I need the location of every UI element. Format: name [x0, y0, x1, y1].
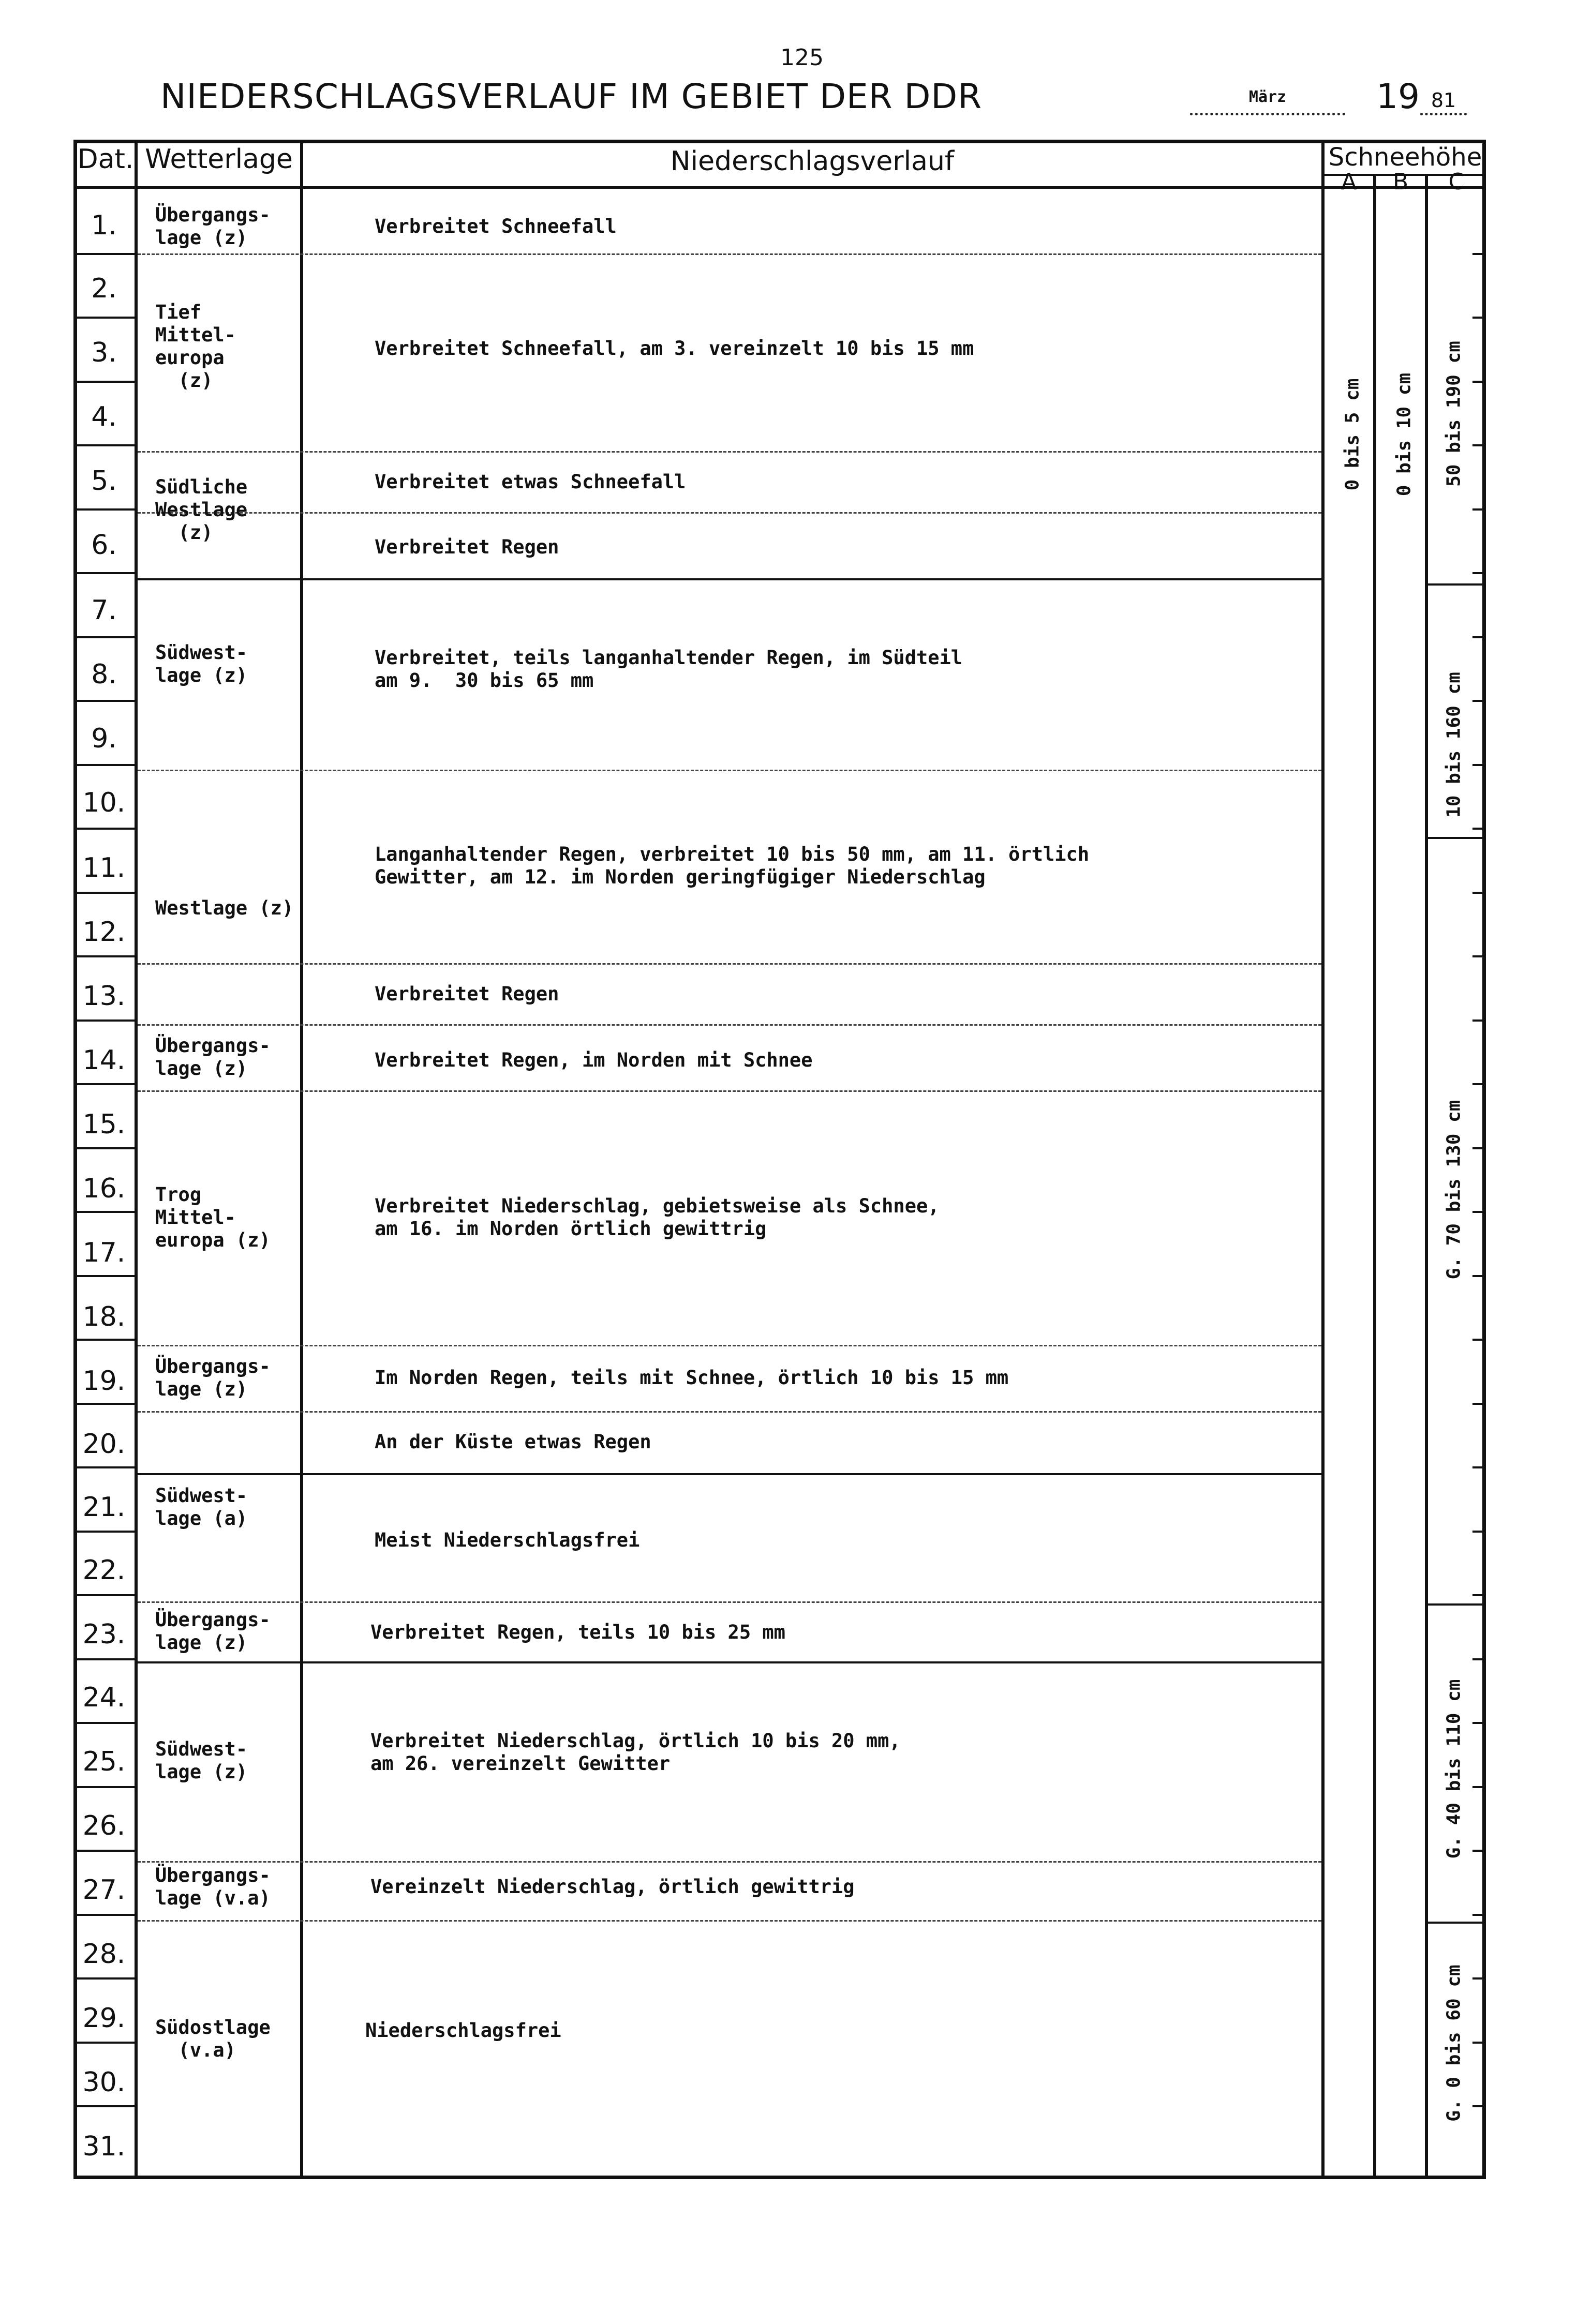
day-separator	[73, 2105, 138, 2107]
snow-depth-c: 50 bis 190 cm	[1443, 341, 1465, 487]
day-separator	[73, 2042, 138, 2044]
snow-c-divider	[1425, 837, 1486, 839]
day-16: 16.	[82, 1173, 126, 1204]
snow-c-tick	[1472, 764, 1486, 766]
day-30: 30.	[82, 2067, 126, 2098]
period-separator	[138, 512, 1321, 514]
day-21: 21.	[82, 1492, 126, 1523]
precipitation-text: Meist Niederschlagsfrei	[375, 1529, 640, 1551]
period-separator	[138, 1601, 1321, 1603]
snow-c-divider	[1425, 1922, 1486, 1924]
precipitation-text: Im Norden Regen, teils mit Schnee, örtlich 10 bis 15 mm	[375, 1367, 1009, 1389]
snow-c-tick	[1472, 636, 1486, 638]
day-separator	[73, 1211, 138, 1213]
header-snow-b: B	[1392, 169, 1409, 195]
day-12: 12.	[82, 917, 126, 948]
snow-c-tick	[1472, 1594, 1486, 1596]
precipitation-text: Verbreitet Niederschlag, gebietsweise als Schnee, am 16. im Norden örtlich gewittrig	[375, 1195, 940, 1240]
precipitation-text: Verbreitet Schneefall	[375, 215, 617, 237]
precipitation-text: Vereinzelt Niederschlag, örtlich gewittrig	[370, 1876, 855, 1898]
snow-c-divider	[1425, 1603, 1486, 1606]
year-suffix: 81	[1420, 89, 1467, 115]
precipitation-text: Verbreitet Regen, teils 10 bis 25 mm	[370, 1621, 785, 1643]
day-26: 26.	[82, 1810, 126, 1841]
header-snow-c: C	[1448, 169, 1465, 195]
snow-c-tick	[1472, 572, 1486, 574]
period-separator	[138, 1090, 1321, 1092]
snow-c-tick	[1472, 1850, 1486, 1852]
period-separator	[138, 1661, 1321, 1663]
day-separator	[73, 1339, 138, 1341]
snow-c-tick	[1472, 1658, 1486, 1660]
weather-situation: Westlage (z)	[155, 897, 294, 919]
day-11: 11.	[82, 852, 126, 883]
snow-c-tick	[1472, 1722, 1486, 1724]
precipitation-text: Verbreitet Regen, im Norden mit Schnee	[375, 1049, 813, 1071]
day-3: 3.	[91, 337, 117, 368]
year-prefix: 19	[1376, 77, 1420, 116]
weather-situation: Übergangs- lage (z)	[155, 1034, 271, 1079]
weather-situation: Übergangs- lage (z)	[155, 1355, 271, 1400]
day-2: 2.	[91, 273, 117, 304]
header-snow: Schneehöhe	[1328, 143, 1482, 172]
snow-c-tick	[1472, 2105, 1486, 2107]
snow-c-tick	[1472, 1147, 1486, 1149]
day-separator	[73, 700, 138, 702]
day-13: 13.	[82, 981, 126, 1012]
snow-depth-c: G. 70 bis 130 cm	[1443, 1100, 1465, 1280]
day-separator	[73, 892, 138, 894]
day-17: 17.	[82, 1237, 126, 1268]
header-weather: Wetterlage	[145, 144, 293, 175]
page-number: 125	[780, 44, 824, 71]
period-separator	[138, 1861, 1321, 1863]
snow-depth-c: 10 bis 160 cm	[1443, 672, 1465, 818]
snow-c-tick	[1472, 1211, 1486, 1213]
snow-c-tick	[1472, 253, 1486, 255]
day-24: 24.	[82, 1682, 126, 1713]
precipitation-text: Langanhaltender Regen, verbreitet 10 bis 50 mm, am 11. örtlich Gewitter, am 12. im Norden geringfügiger Niederschlag	[375, 843, 1090, 888]
snow-depth-a: 0 bis 5 cm	[1342, 378, 1363, 491]
day-separator	[73, 444, 138, 446]
weather-situation: Tief Mittel- europa (z)	[155, 301, 236, 392]
day-10: 10.	[82, 787, 126, 818]
snow-c-tick	[1472, 1019, 1486, 1022]
day-separator	[73, 1083, 138, 1085]
snow-c-tick	[1472, 1531, 1486, 1533]
day-separator	[73, 1594, 138, 1596]
period-separator	[138, 963, 1321, 965]
day-18: 18.	[82, 1301, 126, 1332]
period-separator	[138, 451, 1321, 453]
day-separator	[73, 572, 138, 574]
header-divider	[73, 186, 1486, 189]
day-28: 28.	[82, 1939, 126, 1970]
precipitation-table	[73, 140, 1486, 2179]
day-23: 23.	[82, 1619, 126, 1650]
period-separator	[138, 578, 1321, 580]
day-15: 15.	[82, 1109, 126, 1140]
page-title: NIEDERSCHLAGSVERLAUF IM GEBIET DER DDR	[160, 77, 983, 116]
precipitation-text: Verbreitet Schneefall, am 3. vereinzelt 10 bis 15 mm	[375, 337, 974, 359]
snow-c-tick	[1472, 317, 1486, 319]
snow-c-tick	[1472, 381, 1486, 383]
day-separator	[73, 1403, 138, 1405]
weather-situation: Übergangs- lage (v.a)	[155, 1864, 271, 1909]
month-value: März	[1248, 88, 1287, 106]
day-19: 19.	[82, 1366, 126, 1397]
snow-c-tick	[1472, 892, 1486, 894]
snow-depth-b: 0 bis 10 cm	[1393, 372, 1415, 497]
month-field	[1190, 84, 1345, 115]
day-separator	[73, 1466, 138, 1468]
snow-c-tick	[1472, 1083, 1486, 1085]
day-27: 27.	[82, 1875, 126, 1906]
header-snow-a: A	[1341, 169, 1357, 195]
day-separator	[73, 1914, 138, 1916]
snow-depth-c: G. 40 bis 110 cm	[1443, 1679, 1465, 1859]
day-separator	[73, 253, 138, 255]
day-separator	[73, 828, 138, 830]
day-separator	[73, 1275, 138, 1277]
day-22: 22.	[82, 1555, 126, 1586]
column-divider-weather	[300, 140, 303, 2179]
snow-c-tick	[1472, 1339, 1486, 1341]
snow-c-divider	[1425, 583, 1486, 586]
day-separator	[73, 1147, 138, 1149]
snow-c-tick	[1472, 1914, 1486, 1916]
precipitation-text: An der Küste etwas Regen	[375, 1431, 651, 1453]
period-separator	[138, 770, 1321, 771]
column-divider-snow-b	[1425, 174, 1428, 2179]
snow-depth-c: G. 0 bis 60 cm	[1443, 1965, 1465, 2122]
period-separator	[138, 1411, 1321, 1413]
day-separator	[73, 317, 138, 319]
weather-situation: Übergangs- lage (z)	[155, 204, 271, 249]
precipitation-text: Verbreitet, teils langanhaltender Regen, im Südteil am 9. 30 bis 65 mm	[375, 647, 963, 692]
day-separator	[73, 1786, 138, 1788]
precipitation-text: Verbreitet Niederschlag, örtlich 10 bis 20 mm, am 26. vereinzelt Gewitter	[370, 1730, 901, 1775]
period-separator	[138, 1920, 1321, 1922]
day-29: 29.	[82, 2003, 126, 2034]
column-divider-course	[1321, 140, 1325, 2179]
snow-c-tick	[1472, 1403, 1486, 1405]
precipitation-text: Verbreitet Regen	[375, 983, 559, 1005]
day-9: 9.	[91, 723, 117, 754]
weather-situation: Südwest- lage (z)	[155, 641, 248, 686]
day-separator	[73, 1977, 138, 1980]
day-separator	[73, 955, 138, 957]
period-separator	[138, 1473, 1321, 1475]
weather-situation: Südostlage (v.a)	[155, 2016, 271, 2061]
day-separator	[73, 508, 138, 511]
day-25: 25.	[82, 1746, 126, 1777]
column-divider-snow-a	[1373, 174, 1376, 2179]
day-5: 5.	[91, 466, 117, 497]
day-14: 14.	[82, 1045, 126, 1076]
snow-c-tick	[1472, 508, 1486, 511]
precipitation-text: Verbreitet Regen	[375, 536, 559, 558]
weather-situation: Südliche Westlage (z)	[155, 476, 248, 544]
day-31: 31.	[82, 2131, 126, 2162]
day-separator	[73, 764, 138, 766]
day-separator	[73, 1531, 138, 1533]
snow-c-tick	[1472, 2042, 1486, 2044]
snow-c-tick	[1472, 700, 1486, 702]
day-separator	[73, 1722, 138, 1724]
precipitation-text: Verbreitet etwas Schneefall	[375, 471, 686, 493]
snow-c-tick	[1472, 444, 1486, 446]
day-20: 20.	[82, 1429, 126, 1460]
day-4: 4.	[91, 401, 117, 432]
snow-c-tick	[1472, 1786, 1486, 1788]
weather-situation: Trog Mittel- europa (z)	[155, 1183, 271, 1251]
period-separator	[138, 1024, 1321, 1026]
day-separator	[73, 381, 138, 383]
snow-c-tick	[1472, 1977, 1486, 1980]
period-separator	[138, 253, 1321, 255]
period-separator	[138, 1345, 1321, 1346]
snow-c-tick	[1472, 1275, 1486, 1277]
header-date: Dat.	[77, 144, 134, 175]
snow-c-tick	[1472, 828, 1486, 830]
weather-situation: Übergangs- lage (z)	[155, 1609, 271, 1654]
day-6: 6.	[91, 530, 117, 561]
day-separator	[73, 1658, 138, 1660]
snow-c-tick	[1472, 955, 1486, 957]
header-course: Niederschlagsverlauf	[670, 146, 955, 177]
day-separator	[73, 1850, 138, 1852]
weather-situation: Südwest- lage (z)	[155, 1738, 248, 1783]
weather-situation: Südwest- lage (a)	[155, 1485, 248, 1530]
day-separator	[73, 636, 138, 638]
day-separator	[73, 1019, 138, 1022]
day-8: 8.	[91, 659, 117, 690]
snow-c-tick	[1472, 1466, 1486, 1468]
precipitation-text: Niederschlagsfrei	[365, 2019, 561, 2042]
day-7: 7.	[91, 595, 117, 626]
day-1: 1.	[91, 210, 117, 241]
